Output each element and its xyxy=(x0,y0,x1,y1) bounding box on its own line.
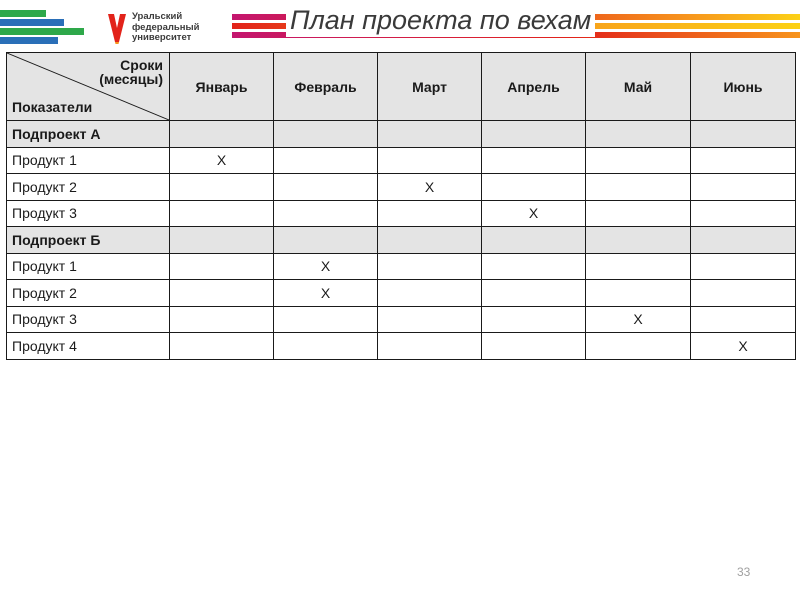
slide-header xyxy=(0,0,800,48)
column-header-may: Май xyxy=(586,53,691,121)
page-number: 33 xyxy=(737,565,751,579)
table-cell xyxy=(378,121,482,148)
column-header-march: Март xyxy=(378,53,482,121)
column-header-january: Январь xyxy=(170,53,274,121)
table-cell xyxy=(170,280,274,307)
table-cell xyxy=(482,147,586,174)
milestone-mark: Х xyxy=(378,174,482,201)
table-cell xyxy=(482,121,586,148)
stripe-blue-2 xyxy=(0,37,58,44)
milestone-mark: Х xyxy=(482,200,586,227)
table-cell xyxy=(274,174,378,201)
table-cell xyxy=(586,121,691,148)
corner-header-indicators: Показатели xyxy=(12,99,93,115)
table-row xyxy=(7,333,796,360)
table-row xyxy=(7,174,796,201)
table-cell xyxy=(170,174,274,201)
table-cell xyxy=(482,306,586,333)
table-cell xyxy=(170,253,274,280)
subproject-label: Подпроект Б xyxy=(7,227,170,254)
table-cell xyxy=(378,306,482,333)
table-cell xyxy=(170,200,274,227)
table-cell xyxy=(170,121,274,148)
table-cell xyxy=(691,121,796,148)
milestone-mark: Х xyxy=(170,147,274,174)
table-cell xyxy=(586,147,691,174)
table-cell xyxy=(274,306,378,333)
table-cell xyxy=(691,174,796,201)
subproject-row xyxy=(7,121,796,148)
table-cell xyxy=(378,333,482,360)
column-header-june: Июнь xyxy=(691,53,796,121)
table-cell xyxy=(482,174,586,201)
table-row xyxy=(7,306,796,333)
table-cell xyxy=(170,306,274,333)
table-cell xyxy=(378,147,482,174)
corner-header-period xyxy=(99,58,163,86)
product-label: Продукт 2 xyxy=(7,174,170,201)
milestone-mark: Х xyxy=(691,333,796,360)
table-cell xyxy=(691,227,796,254)
university-logo-icon xyxy=(106,12,128,44)
table-cell xyxy=(691,147,796,174)
table-cell xyxy=(482,253,586,280)
table-cell xyxy=(378,280,482,307)
table-cell xyxy=(378,200,482,227)
table-cell xyxy=(586,200,691,227)
corner-header-period-line-2: (месяцы) xyxy=(99,71,163,87)
product-label: Продукт 1 xyxy=(7,253,170,280)
table-cell xyxy=(378,253,482,280)
table-cell xyxy=(170,227,274,254)
milestone-table xyxy=(6,52,796,360)
subproject-row xyxy=(7,227,796,254)
product-label: Продукт 1 xyxy=(7,147,170,174)
column-header-april: Апрель xyxy=(482,53,586,121)
stripe-green-2 xyxy=(0,28,84,35)
table-cell xyxy=(170,333,274,360)
table-cell xyxy=(274,147,378,174)
table-row xyxy=(7,147,796,174)
table-cell xyxy=(482,280,586,307)
table-cell xyxy=(586,253,691,280)
university-name-line-2: федеральный xyxy=(132,21,200,33)
corner-header-period-line-1: Сроки xyxy=(120,57,163,73)
table-cell xyxy=(691,280,796,307)
table-cell xyxy=(378,227,482,254)
table-cell xyxy=(586,280,691,307)
table-cell xyxy=(274,121,378,148)
table-corner-header xyxy=(7,53,170,121)
table-cell xyxy=(586,227,691,254)
table-cell xyxy=(586,174,691,201)
stripe-blue xyxy=(0,19,64,26)
table-cell xyxy=(691,306,796,333)
table-cell xyxy=(691,200,796,227)
product-label: Продукт 3 xyxy=(7,200,170,227)
table-cell xyxy=(274,227,378,254)
table-row xyxy=(7,253,796,280)
university-logo xyxy=(106,10,226,46)
university-name-line-1: Уральский xyxy=(132,11,183,22)
slide-title: План проекта по вехам xyxy=(286,3,595,37)
table-row xyxy=(7,200,796,227)
table-cell xyxy=(274,200,378,227)
table-cell xyxy=(274,333,378,360)
table-row xyxy=(7,280,796,307)
milestone-mark: Х xyxy=(274,280,378,307)
table-header-row xyxy=(7,53,796,121)
column-header-february: Февраль xyxy=(274,53,378,121)
stripe-green xyxy=(0,10,46,17)
product-label: Продукт 2 xyxy=(7,280,170,307)
product-label: Продукт 3 xyxy=(7,306,170,333)
decorative-stripes-left xyxy=(0,10,100,46)
milestone-mark: Х xyxy=(274,253,378,280)
university-name-line-3: университет xyxy=(132,32,192,43)
university-name xyxy=(132,12,199,44)
milestone-mark: Х xyxy=(586,306,691,333)
table-cell xyxy=(482,333,586,360)
table-cell xyxy=(586,333,691,360)
table-cell xyxy=(482,227,586,254)
product-label: Продукт 4 xyxy=(7,333,170,360)
subproject-label: Подпроект А xyxy=(7,121,170,148)
table-body xyxy=(7,121,796,360)
table-cell xyxy=(691,253,796,280)
